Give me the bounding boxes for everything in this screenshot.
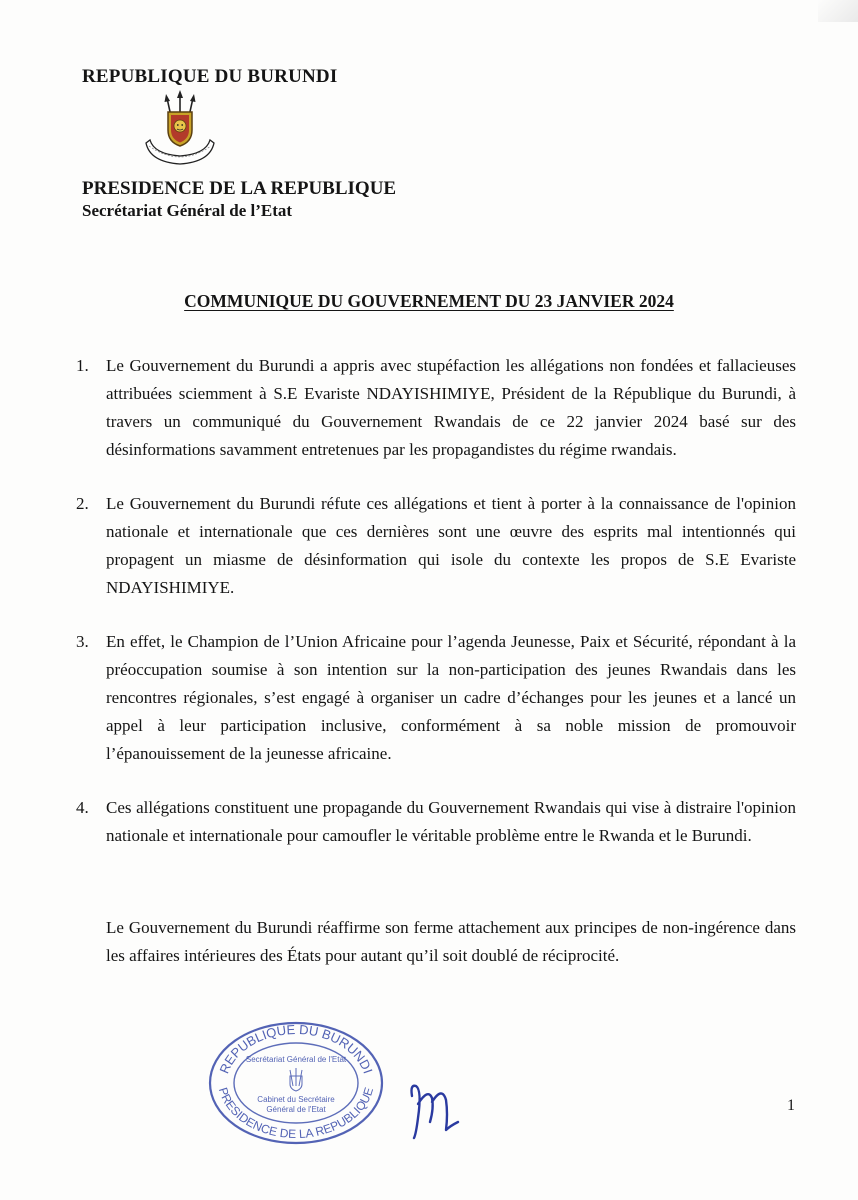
list-item [76,794,796,850]
point-text: En effet, le Champion de l’Union Africaine pour l’agenda Jeunesse, Paix et Sécurité, répondant à la préoccupation soumise à son intention sur la non-participation des jeunes Rwandais dans les rencontres régionales, s’est engagé à organiser un cadre d’échanges pour les jeunes et a lancé un appel à leur participation inclusive, conformément à sa noble mission de promouvoir l’épanouissement de la jeunesse africaine. [106,632,796,763]
official-stamp [204,1018,388,1148]
point-number: 3. [76,632,89,651]
stamp-emblem-icon [290,1068,302,1091]
point-text: Ces allégations constituent une propagande du Gouvernement Rwandais qui vise à distraire l'opinion nationale et internationale pour camoufler le véritable problème entre le Rwanda et le Burundi. [106,798,796,845]
page-number: 1 [787,1097,795,1114]
handwritten-signature [402,1078,468,1140]
point-number: 1. [76,356,89,375]
point-text: Le Gouvernement du Burundi réfute ces allégations et tient à porter à la connaissance de l'opinion nationale et internationale que ces dernières sont une œuvre des esprits mal intentionnés qui propagent un miasme de désinformation qui isole du contexte les propos de S.E Evariste NDAYISHIMIYE. [106,494,796,597]
communique-title [0,291,858,312]
point-number: 2. [76,494,89,513]
stamp-inner-line1: Secrétariat Général de l'Etat [245,1055,347,1064]
stamp-top-text: REPUBLIQUE DU BURUNDI [216,1021,376,1076]
stamp-inner-line2: Cabinet du Secrétaire [257,1095,335,1104]
presidency-heading: PRESIDENCE DE LA REPUBLIQUE [82,178,397,199]
page-corner-curl [818,0,858,22]
coat-of-arms-icon [140,90,220,170]
list-item [76,628,796,768]
point-number: 4. [76,798,89,817]
stamp-bottom-text: PRESIDENCE DE LA REPUBLIQUE [215,1085,377,1142]
list-item [76,490,796,602]
point-text: Le Gouvernement du Burundi a appris avec stupéfaction les allégations non fondées et fallacieuses attribuées sciemment à S.E Evariste NDAYISHIMIYE, Président de la République du Burundi, à travers un communiqué du Gouvernement Rwandais de ce 22 janvier 2024 basé sur des désinformations savamment entretenues par les propagandistes du régime rwandais. [106,356,796,459]
closing-paragraph: Le Gouvernement du Burundi réaffirme son ferme attachement aux principes de non-ingérence dans les affaires intérieures des États pour autant qu’il soit doublé de réciprocité. [106,918,796,965]
stamp-inner-line3: Général de l'Etat [266,1105,326,1114]
communique-title-text: COMMUNIQUE DU GOUVERNEMENT DU 23 JANVIER 2024 [184,291,674,311]
list-item [76,352,796,464]
svg-text:REPUBLIQUE DU BURUNDI [216,1022,375,1076]
numbered-points [76,352,796,860]
republic-heading: REPUBLIQUE DU BURUNDI [82,66,338,87]
secretariat-heading: Secrétariat Général de l’Etat [82,201,293,220]
